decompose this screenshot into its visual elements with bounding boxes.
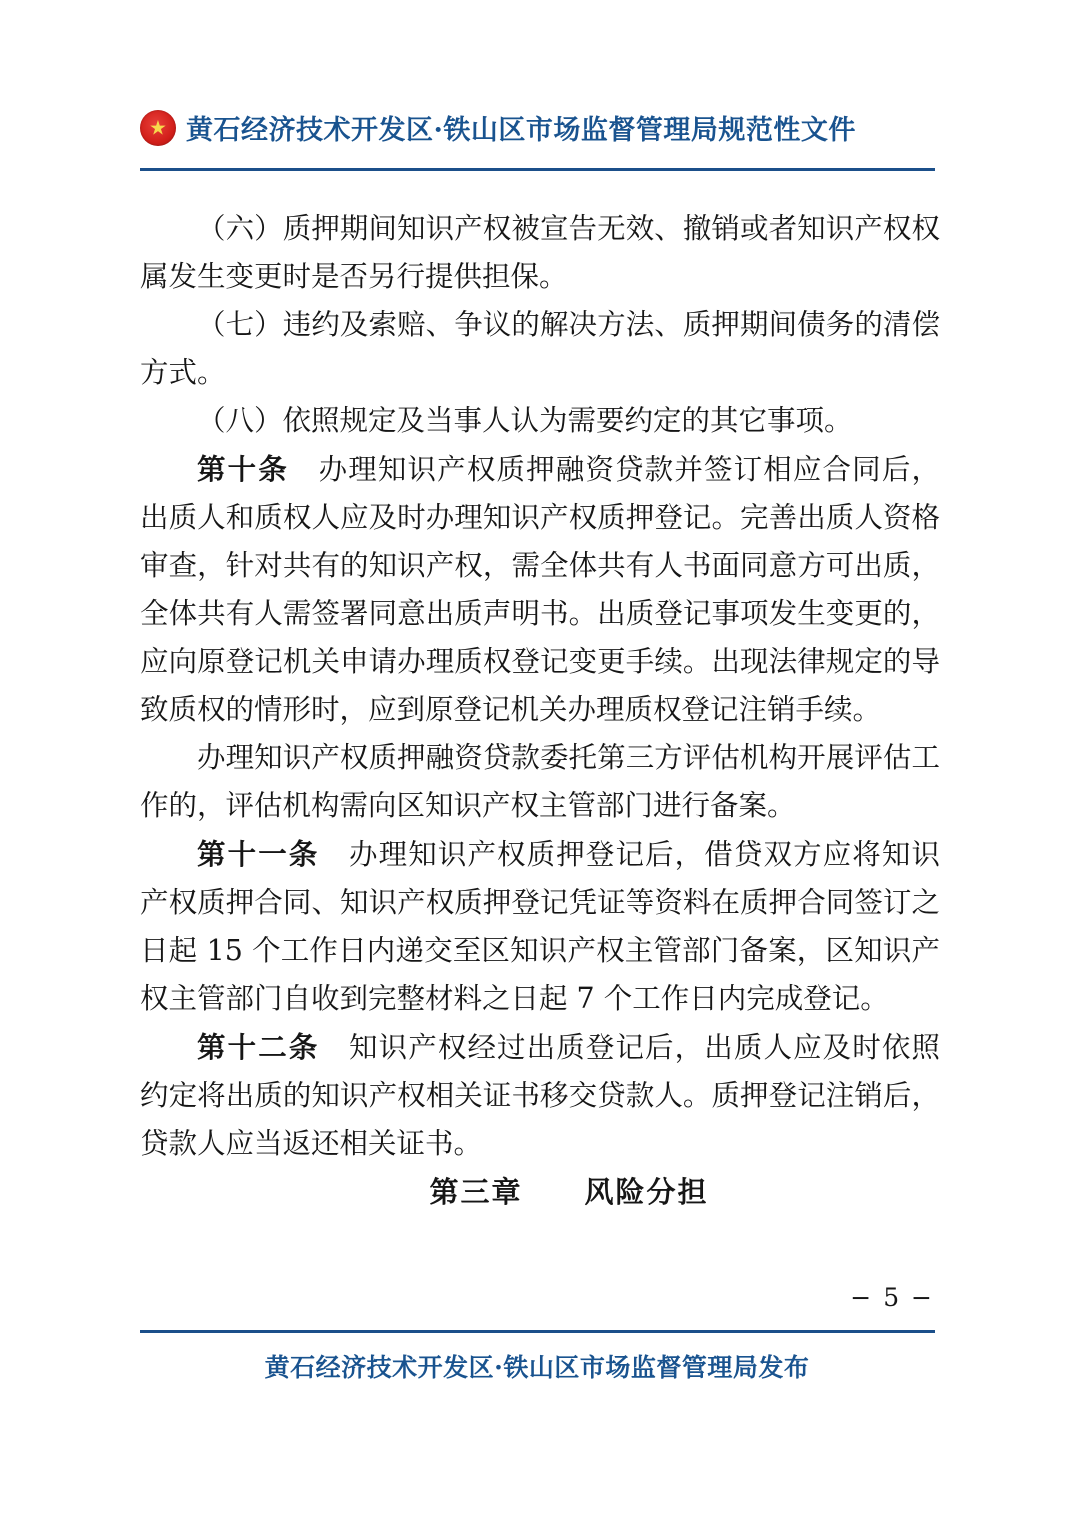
- paragraph-item-8: （八）依照规定及当事人认为需要约定的其它事项。: [197, 404, 853, 437]
- page-number: − 5 −: [850, 1283, 934, 1312]
- article-ten-label: 第十条: [197, 452, 289, 486]
- footer-divider: [140, 1330, 935, 1333]
- article-ten-text: 办理知识产权质押融资贷款并签订相应合同后，出质人和质权人应及时办理知识产权质押登记。完善出质人资格审查，针对共有的知识产权，需全体共有人书面同意方可出质，全体共有人需签署同意出质声明书。出质登记事项发生变更的，应向原登记机关申请办理质权登记变更手续。出现法律规定的导致质权的情形时，应到原登记机关办理质权登记注销手续。: [140, 453, 940, 726]
- article-eleven-text: 办理知识产权质押登记后，借贷双方应将知识产权质押合同、知识产权质押登记凭证等资料在质押合同签订之日起 15 个工作日内递交至区知识产权主管部门备案，区知识产权主管部门自收到完整材料之日起 7 个工作日内完成登记。: [140, 838, 940, 1015]
- paragraph-item-6: （六）质押期间知识产权被宣告无效、撤销或者知识产权权属发生变更时是否另行提供担保。: [140, 212, 940, 293]
- paragraph-item-7: （七）违约及索赔、争议的解决方法、质押期间债务的清偿方式。: [140, 308, 940, 389]
- footer-issuer: 黄石经济技术开发区·铁山区市场监督管理局发布: [264, 1353, 810, 1382]
- article-eleven-label: 第十一条: [197, 837, 320, 871]
- article-ten-second-paragraph: 办理知识产权质押融资贷款委托第三方评估机构开展评估工作的，评估机构需向区知识产权主管部门进行备案。: [140, 741, 940, 822]
- chapter-title: 第三章 风险分担: [429, 1175, 709, 1209]
- article-twelve: [140, 1023, 940, 1168]
- header-divider: [140, 168, 935, 171]
- document-body: [140, 205, 940, 1216]
- article-twelve-text: 知识产权经过出质登记后，出质人应及时依照约定将出质的知识产权相关证书移交贷款人。质押登记注销后，贷款人应当返还相关证书。: [140, 1031, 940, 1160]
- national-emblem-icon: [140, 110, 176, 146]
- article-ten: [140, 445, 940, 734]
- page-header: [140, 108, 935, 147]
- header-title: 黄石经济技术开发区·铁山区市场监督管理局规范性文件: [186, 115, 856, 146]
- article-eleven: [140, 830, 940, 1023]
- article-twelve-label: 第十二条: [197, 1030, 320, 1064]
